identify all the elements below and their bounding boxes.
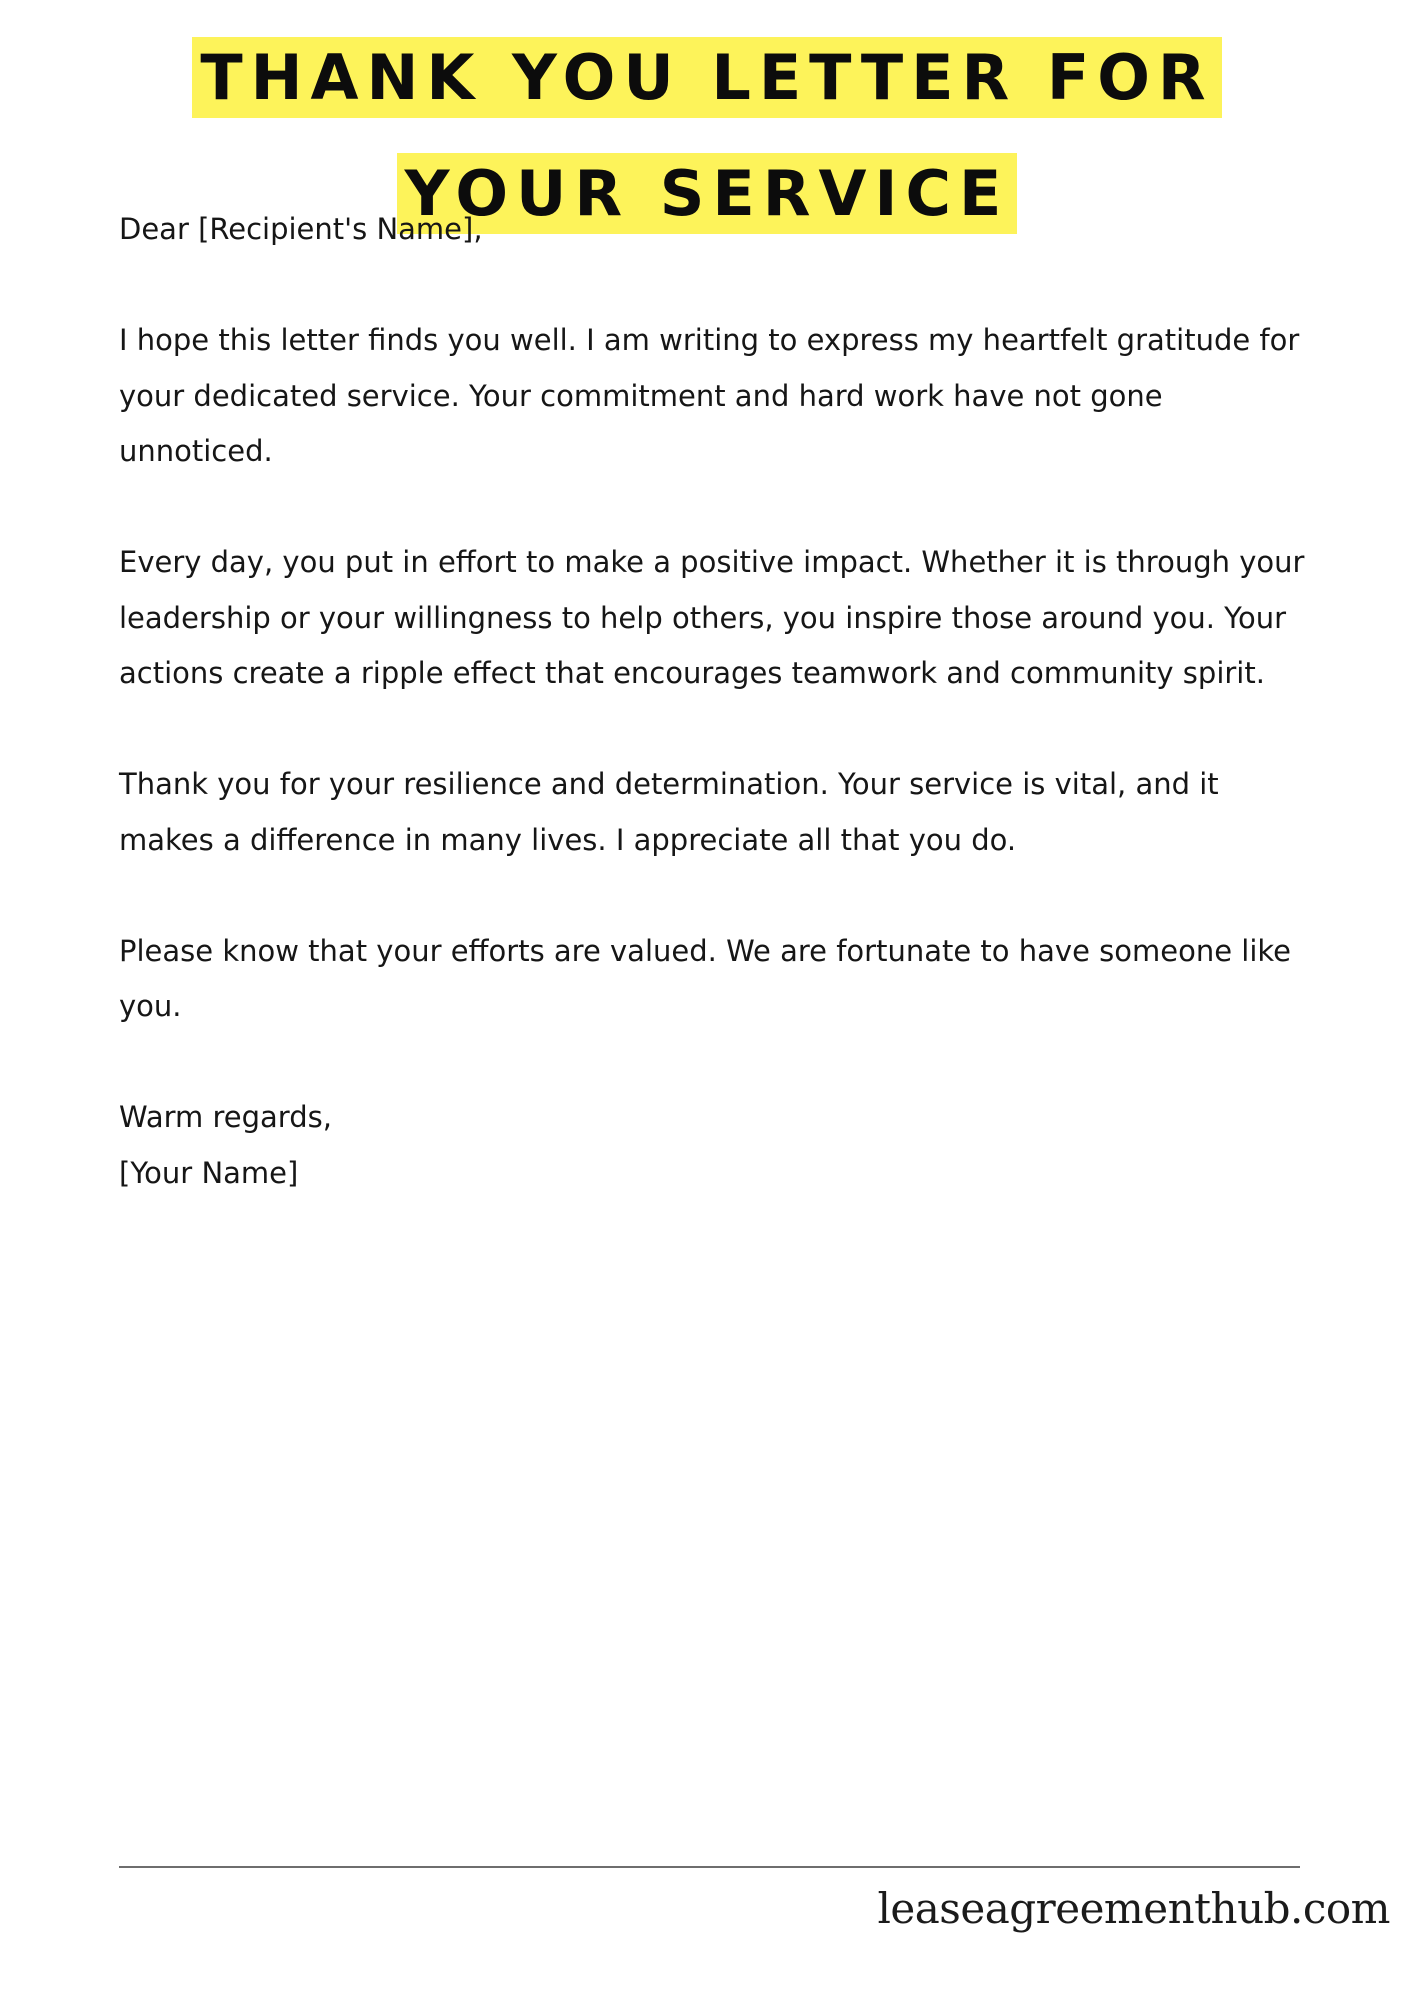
footer-website: leaseagreementhub.com: [877, 1884, 1390, 1933]
signature-line: [Your Name]: [119, 1155, 299, 1190]
salutation: Dear [Recipient's Name],: [119, 212, 483, 246]
closing-line: Warm regards,: [119, 1100, 332, 1134]
paragraph-2: Every day, you put in effort to make a positive impact. Whether it is through your leadership or your willingness to help others, you inspire those around you. Your actions create a ripple effect that encourages teamwork and community spirit.: [119, 545, 1305, 690]
paragraph-1: I hope this letter finds you well. I am writing to express my heartfelt gratitude for your dedicated service. Your commitment and hard work have not gone unnoticed.: [119, 323, 1300, 468]
document-title: THANK YOU LETTER FOR YOUR SERVICE: [192, 37, 1221, 234]
paragraph-4: Please know that your efforts are valued. We are fortunate to have someone like you.: [119, 933, 1291, 1023]
letter-body: [119, 202, 1319, 1201]
paragraph-3: Thank you for your resilience and determination. Your service is vital, and it makes a difference in many lives. I appreciate all that you do.: [119, 767, 1219, 857]
footer-divider: [119, 1866, 1300, 1868]
